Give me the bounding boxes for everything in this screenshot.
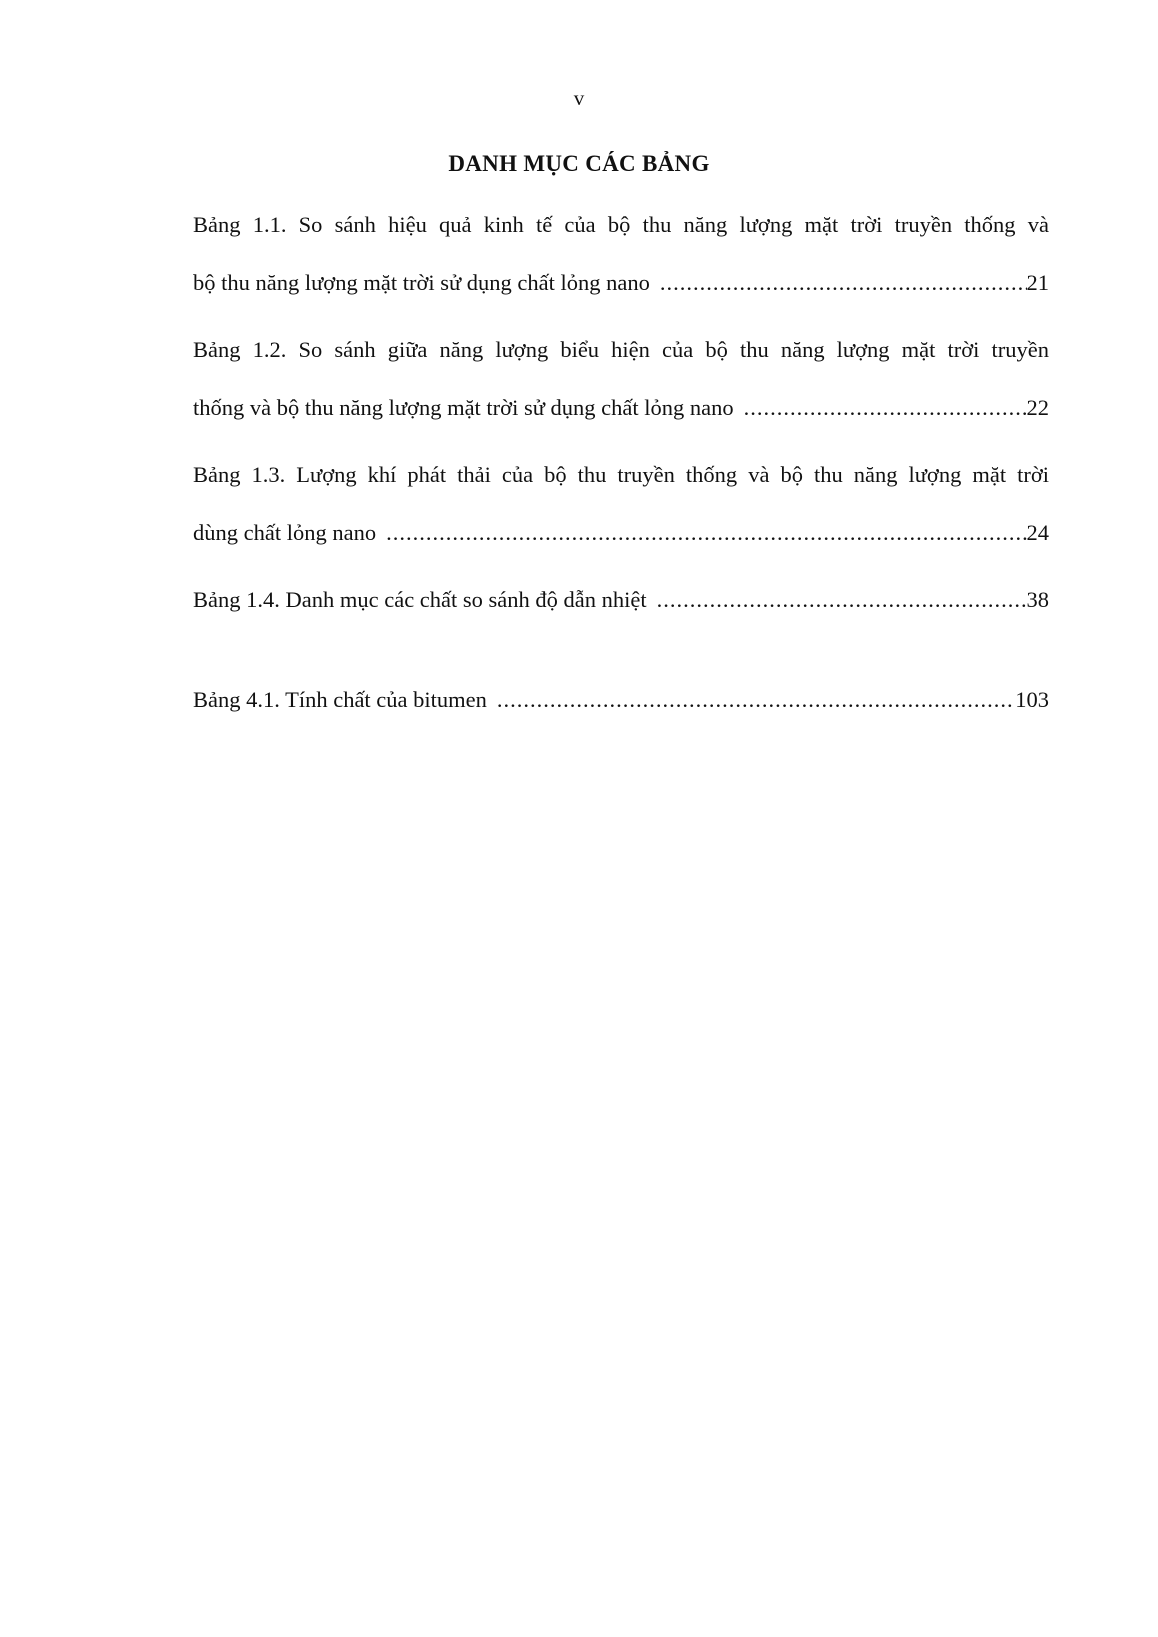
dot-leader — [660, 254, 1027, 312]
entry-leader-line — [193, 254, 1049, 312]
entry-spacer — [193, 629, 1049, 671]
table-entry-1-2[interactable] — [193, 321, 1049, 437]
entry-title-line: Bảng 1.2. So sánh giữa năng lượng biểu hiện của bộ thu năng lượng mặt trời truyền — [193, 337, 1049, 362]
entry-page-number: 24 — [1026, 520, 1049, 545]
entry-title: Bảng 1.4. Danh mục các chất so sánh độ dẫn nhiệt — [193, 587, 647, 612]
entry-title-line: Bảng 1.3. Lượng khí phát thải của bộ thu truyền thống và bộ thu năng lượng mặt trời — [193, 462, 1049, 487]
dot-leader — [744, 379, 1027, 437]
entry-page-number: 103 — [1015, 687, 1049, 712]
page-title: DANH MỤC CÁC BẢNG — [448, 151, 710, 176]
entry-leader-line — [193, 379, 1049, 437]
entry-page-number: 22 — [1026, 395, 1049, 420]
table-list — [193, 196, 1049, 729]
entry-spacer — [193, 562, 1049, 571]
entry-page-number: 38 — [1026, 587, 1049, 612]
table-entry-1-1[interactable] — [193, 196, 1049, 312]
table-entry-4-1[interactable] — [193, 671, 1049, 729]
page-number: v — [573, 86, 585, 110]
entry-title-line: Bảng 1.1. So sánh hiệu quả kinh tế của bộ thu năng lượng mặt trời truyền thống và — [193, 212, 1049, 237]
entry-spacer — [193, 437, 1049, 446]
entry-title-continuation: dùng chất lỏng nano — [193, 520, 377, 545]
entry-leader-line — [193, 571, 1049, 629]
dot-leader — [386, 504, 1026, 562]
entry-title: Bảng 4.1. Tính chất của bitumen — [193, 687, 487, 712]
dot-leader — [657, 571, 1027, 629]
table-entry-1-3[interactable] — [193, 446, 1049, 562]
entry-spacer — [193, 312, 1049, 321]
entry-leader-line — [193, 671, 1049, 729]
entry-page-number: 21 — [1026, 270, 1049, 295]
entry-leader-line — [193, 504, 1049, 562]
entry-title-continuation: bộ thu năng lượng mặt trời sử dụng chất lỏng nano — [193, 270, 650, 295]
entry-title-continuation: thống và bộ thu năng lượng mặt trời sử dụng chất lỏng nano — [193, 395, 734, 420]
table-entry-1-4[interactable] — [193, 571, 1049, 629]
dot-leader — [497, 671, 1015, 729]
